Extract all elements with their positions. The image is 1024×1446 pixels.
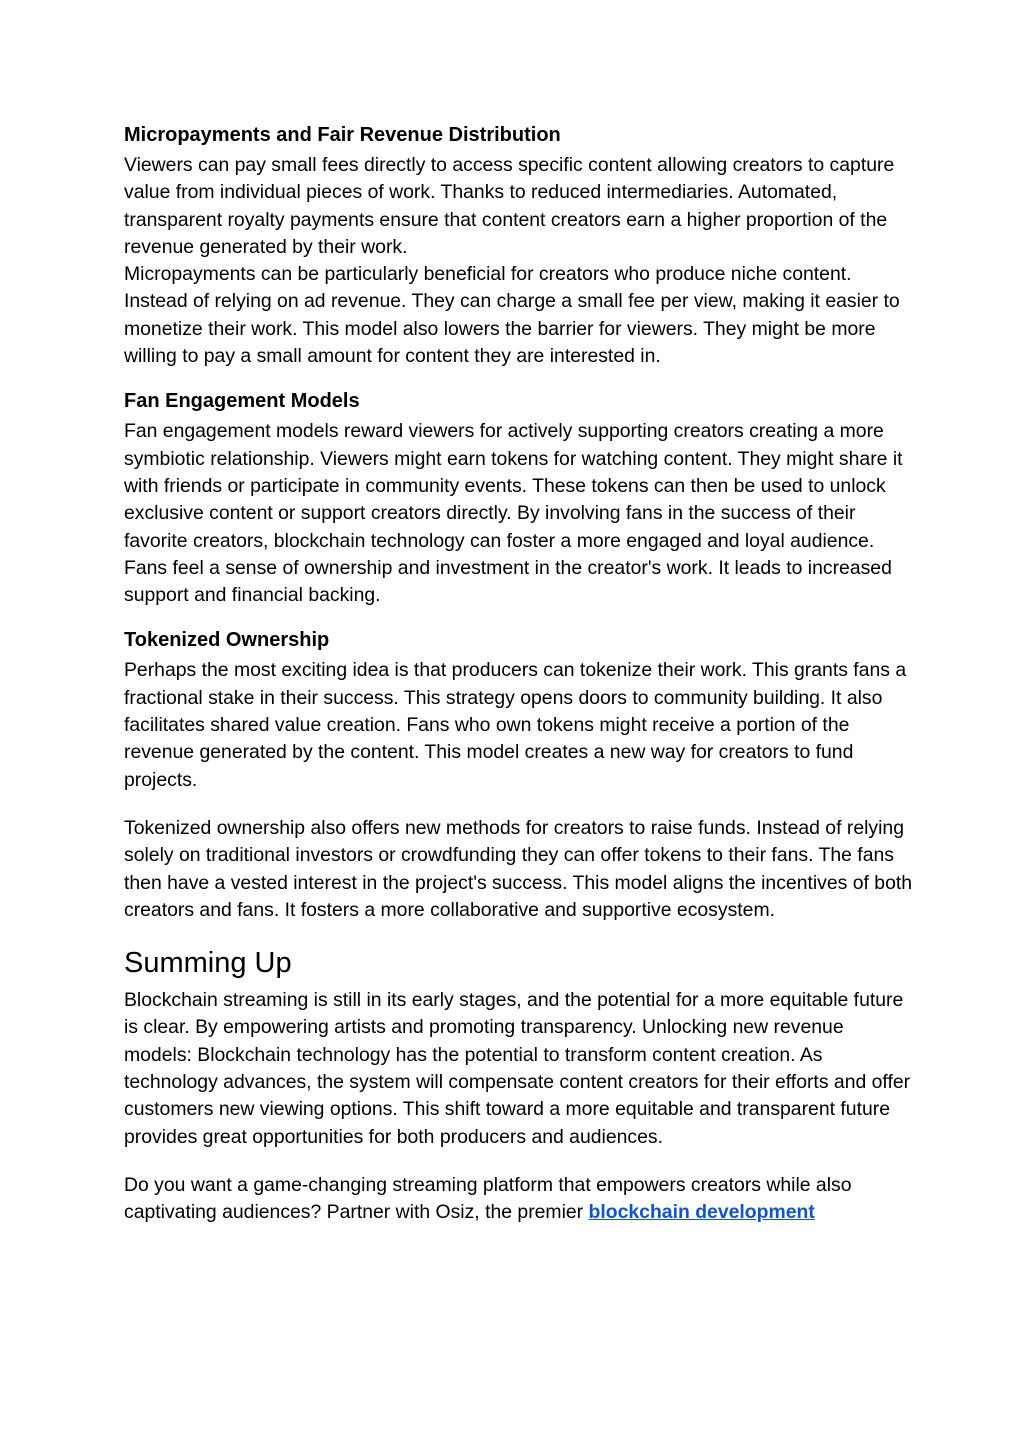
- summing-up-paragraph-1: Blockchain streaming is still in its early stages, and the potential for a more equitable future is clear. By empowering artists and promoting transparency. Unlocking new revenue models: Blockchain technology has the potential to transform content creation. As technology advances, the system will compensate content creators for their efforts and offer customers new viewing options. This shift toward a more equitable and transparent future provides great opportunities for both producers and audiences.: [124, 989, 911, 1148]
- tokenized-paragraph-2: Tokenized ownership also offers new methods for creators to raise funds. Instead of relying solely on traditional investors or crowdfunding they can offer tokens to their fans. The fans then have a vested interest in the project's success. This model aligns the incentives of both creators and fans. It fosters a more collaborative and supportive ecosystem.: [124, 816, 913, 921]
- section-heading-tokenized-ownership: Tokenized Ownership: [124, 629, 330, 652]
- micropayments-paragraph-1: Viewers can pay small fees directly to access specific content allowing creators to capture value from individual pieces of work. Thanks to reduced intermediaries. Automated, transparent royalty payments ensure that content creators earn a higher proportion of the revenue generated by their work.: [124, 154, 895, 258]
- section-heading-micropayments: Micropayments and Fair Revenue Distribution: [124, 124, 561, 146]
- document-page: [124, 120, 914, 1227]
- blockchain-development-link[interactable]: blockchain development: [588, 1201, 815, 1224]
- summing-up-paragraph-2-text: Do you want a game-changing streaming platform that empowers creators while also captivating audiences? Partner with Osiz, the premier: [124, 1173, 852, 1224]
- tokenized-paragraph-1: Perhaps the most exciting idea is that producers can tokenize their work. This grants fans a fractional stake in their success. This strategy opens doors to community building. It also facilitates shared value creation. Fans who own tokens might receive a portion of the revenue generated by the content. This model creates a new way for creators to fund projects.: [124, 659, 907, 791]
- section-heading-summing-up: Summing Up: [124, 947, 292, 980]
- fan-engagement-paragraph: Fan engagement models reward viewers for actively supporting creators creating a more symbiotic relationship. Viewers might earn tokens for watching content. They might share it with friends or participate in community events. These tokens can then be used to unlock exclusive content or support creators directly. By involving fans in the success of their favorite creators, blockchain technology can foster a more engaged and loyal audience. Fans feel a sense of ownership and investment in the creator's work. It leads to increased support and financial backing.: [124, 420, 903, 607]
- section-heading-fan-engagement: Fan Engagement Models: [124, 390, 360, 413]
- summing-up-paragraph-2: [124, 1172, 914, 1227]
- micropayments-paragraph-2: Micropayments can be particularly beneficial for creators who produce niche content. Instead of relying on ad revenue. They can charge a small fee per view, making it easier to monetize their work. This model also lowers the barrier for viewers. They might be more willing to pay a small amount for content they are interested in.: [124, 263, 900, 368]
